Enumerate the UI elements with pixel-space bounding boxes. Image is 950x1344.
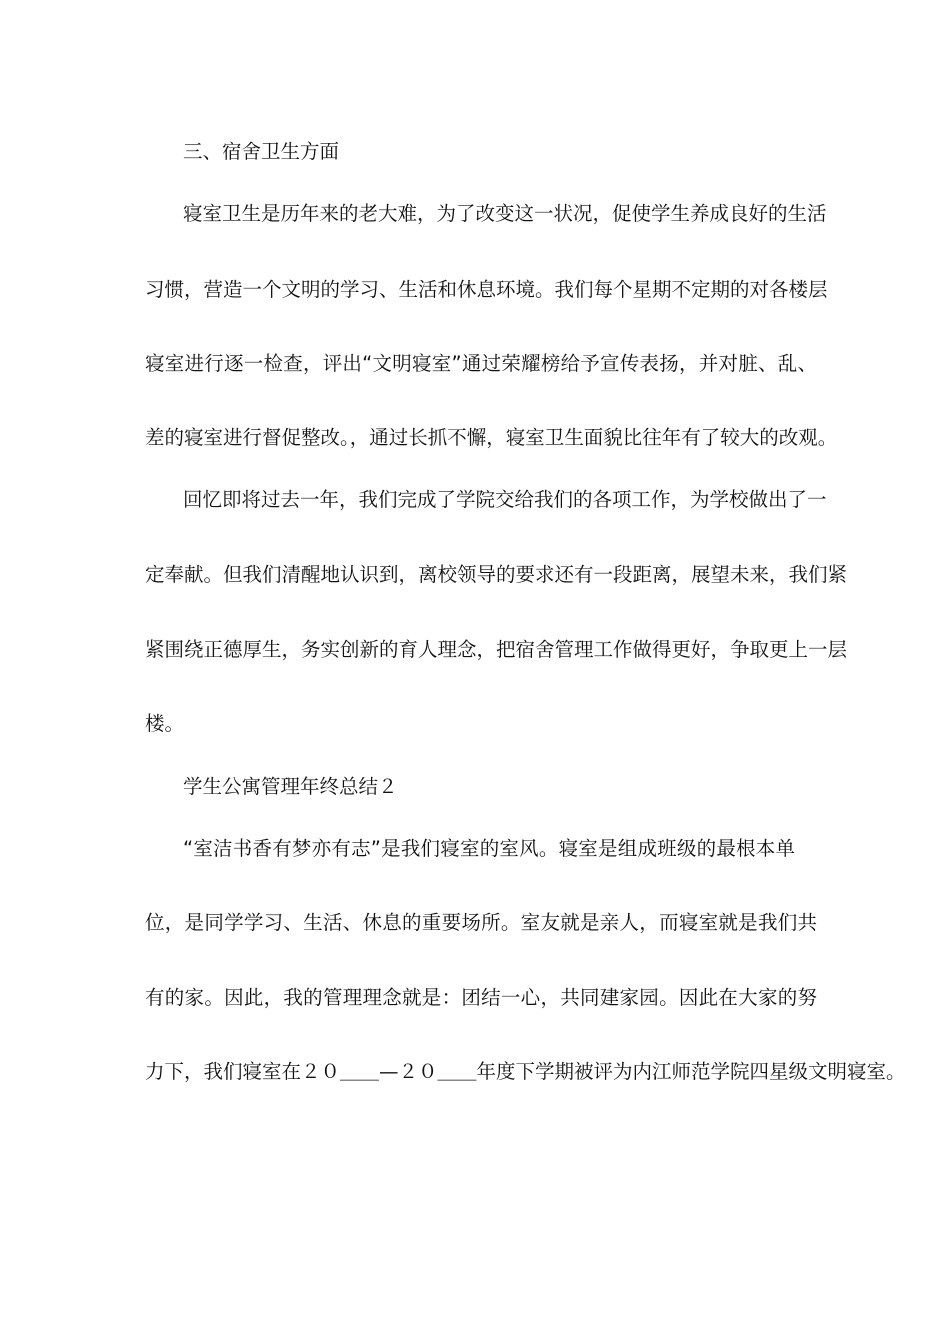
paragraph-line: “室洁书香有梦亦有志”是我们寝室的室风。寝室是组成班级的最根本单 [183, 837, 795, 860]
paragraph-line: 力下，我们寝室在２０＿＿—２０＿＿年度下学期被评为内江师范学院四星级文明寝室。 [145, 1060, 906, 1083]
paragraph-line: 寝室进行逐一检查，评出“文明寝室”通过荣耀榜给予宣传表扬，并对脏、乱、 [145, 352, 817, 375]
document-subtitle: 学生公寓管理年终总结２ [183, 775, 398, 798]
paragraph-line: 差的寝室进行督促整改。，通过长抓不懈，寝室卫生面貌比往年有了较大的改观。 [145, 426, 838, 449]
paragraph-line: 位，是同学学习、生活、休息的重要场所。室友就是亲人，而寝室就是我们共 [145, 911, 817, 934]
paragraph-line: 定奉献。但我们清醒地认识到，离校领导的要求还有一段距离，展望未来，我们紧 [145, 563, 848, 586]
paragraph-line: 楼。 [145, 712, 185, 735]
paragraph-line: 有的家。因此，我的管理理念就是：团结一心，共同建家园。因此在大家的努 [145, 986, 817, 1009]
paragraph-line: 回忆即将过去一年，我们完成了学院交给我们的各项工作，为学校做出了一 [183, 488, 827, 511]
paragraph-line: 紧围绕正德厚生，务实创新的育人理念，把宿舍管理工作做得更好，争取更上一层 [145, 638, 848, 661]
paragraph-line: 习惯，营造一个文明的学习、生活和休息环境。我们每个星期不定期的对各楼层 [145, 278, 828, 301]
paragraph-line: 寝室卫生是历年来的老大难，为了改变这一状况，促使学生养成良好的生活 [183, 202, 827, 225]
section-heading: 三、宿舍卫生方面 [183, 140, 340, 163]
